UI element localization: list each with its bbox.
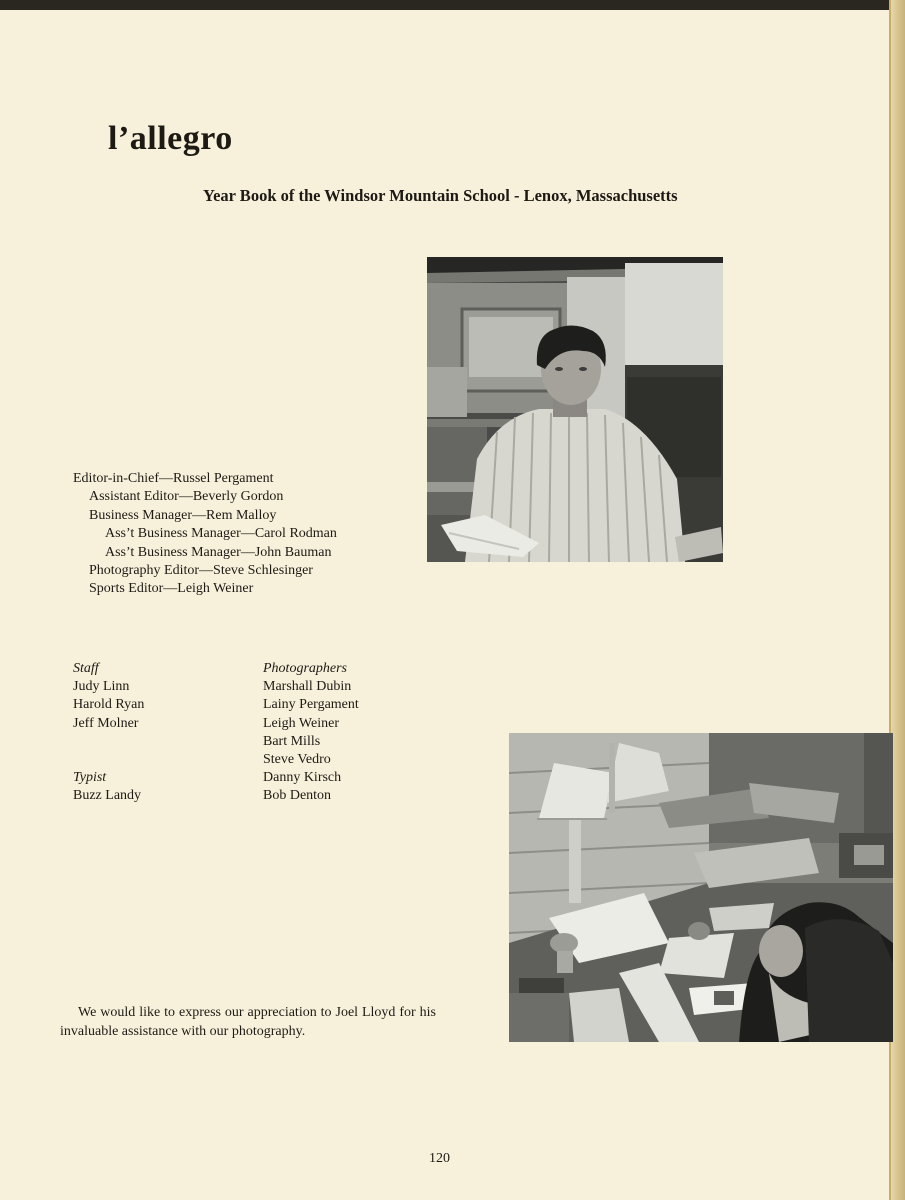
- photographer-name: Danny Kirsch: [263, 770, 342, 786]
- workroom-photo: [509, 733, 893, 1042]
- photographers-section: [263, 660, 359, 806]
- staff-heading: Staff: [73, 661, 99, 676]
- photographer-name: Lainy Pergament: [263, 697, 359, 713]
- staff-name: Judy Linn: [73, 679, 130, 695]
- masthead-entry: Ass’t Business Manager—John Bauman: [105, 544, 332, 560]
- photographer-name: Steve Vedro: [263, 752, 331, 768]
- masthead-list: [73, 470, 337, 599]
- typist-heading: Typist: [73, 770, 107, 785]
- staff-name: Jeff Molner: [73, 715, 139, 731]
- editor-photo: [427, 257, 723, 562]
- photographer-name: Marshall Dubin: [263, 679, 352, 695]
- photographer-name: Bart Mills: [263, 733, 321, 749]
- staff-name: Harold Ryan: [73, 697, 145, 713]
- masthead-entry: Business Manager—Rem Malloy: [89, 507, 277, 523]
- top-edge-strip: [0, 0, 905, 10]
- masthead-entry: Ass’t Business Manager—Carol Rodman: [105, 526, 337, 542]
- typist-section: [73, 769, 141, 805]
- acknowledgement-paragraph: We would like to express our appreciation to Joel Lloyd for his invaluable assistance with our photography.: [60, 1005, 436, 1039]
- photographer-name: Bob Denton: [263, 788, 332, 804]
- masthead-entry: Photography Editor—Steve Schlesinger: [89, 563, 313, 579]
- masthead-entry: Assistant Editor—Beverly Gordon: [89, 489, 284, 505]
- photographers-heading: Photographers: [263, 661, 347, 676]
- staff-section: [73, 660, 144, 733]
- typist-name: Buzz Landy: [73, 788, 142, 804]
- yearbook-title: l’allegro: [108, 120, 233, 157]
- photographer-name: Leigh Weiner: [263, 715, 339, 731]
- masthead-entry: Editor-in-Chief—Russel Pergament: [73, 471, 274, 486]
- page-number: 120: [429, 1151, 450, 1166]
- yearbook-subtitle: Year Book of the Windsor Mountain School - Lenox, Massachusetts: [203, 186, 678, 205]
- masthead-entry: Sports Editor—Leigh Weiner: [89, 581, 254, 597]
